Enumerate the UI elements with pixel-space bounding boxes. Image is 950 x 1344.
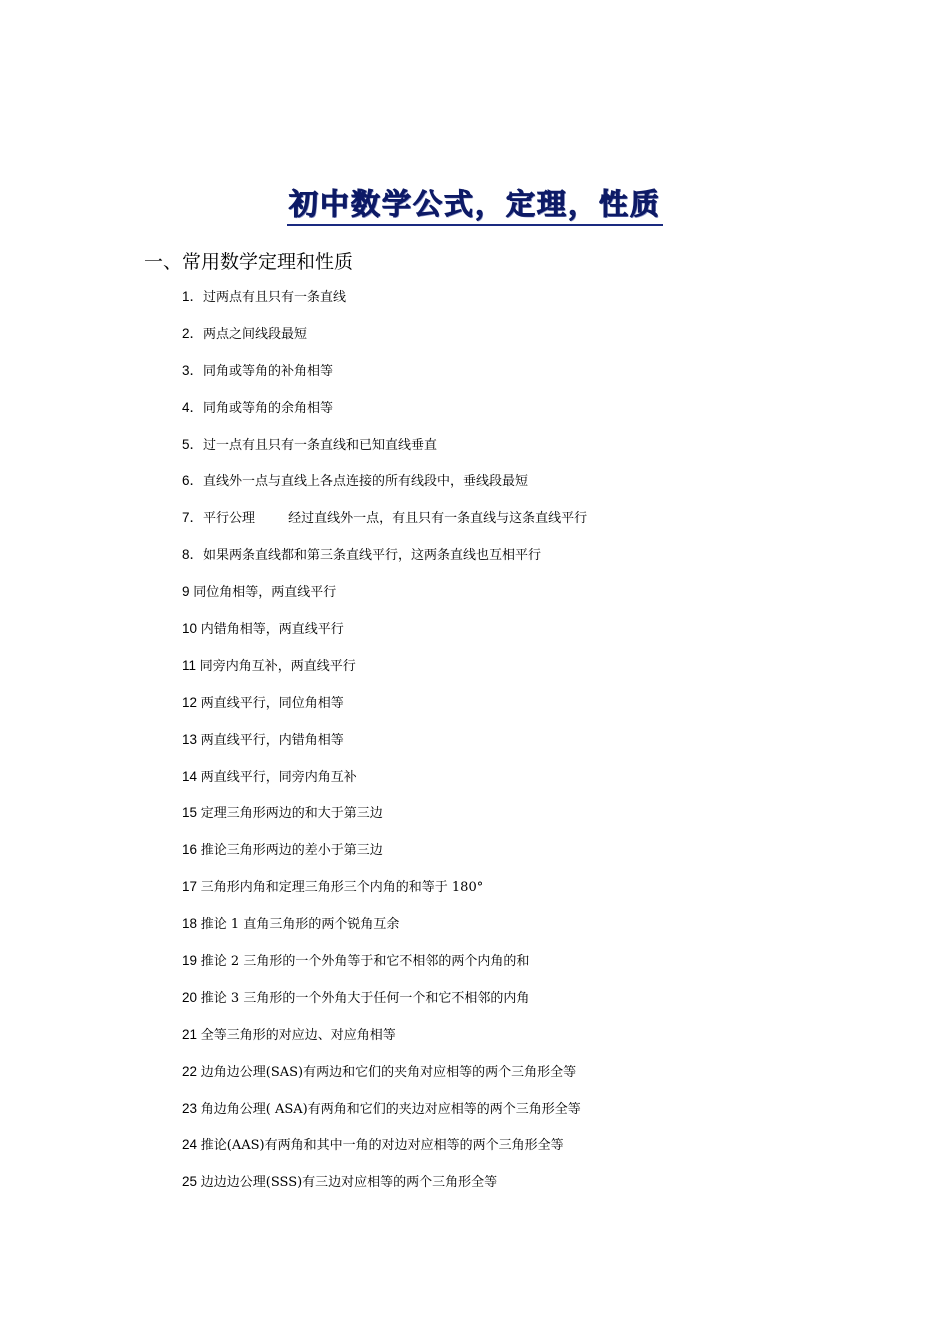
list-item: [182, 618, 587, 655]
item-text: 同位角相等，两直线平行: [193, 585, 337, 601]
item-text: 定理三角形两边的和大于第三边: [200, 806, 383, 822]
item-number: 16: [182, 842, 201, 858]
item-text: 推论 2 三角形的一个外角等于和它不相邻的两个内角的和: [200, 954, 530, 970]
item-text: 直线外一点与直线上各点连接的所有线段中，垂线段最短: [203, 474, 529, 490]
item-number: 24: [182, 1137, 201, 1153]
item-number: 8．: [182, 547, 204, 563]
item-number: 5．: [182, 436, 204, 452]
item-text: 边边边公理(SSS)有三边对应相等的两个三角形全等: [200, 1175, 498, 1191]
list-item: [182, 876, 587, 913]
list-item: [182, 507, 587, 544]
item-number: 6．: [182, 473, 204, 489]
item-text: 同角或等角的补角相等: [203, 363, 334, 379]
list-item: [182, 360, 587, 397]
list-item: [182, 1024, 587, 1061]
item-text: 角边角公理( ASA)有两角和它们的夹边对应相等的两个三角形全等: [200, 1101, 581, 1117]
list-item: [182, 766, 587, 803]
list-item: [182, 802, 587, 839]
item-number: 20: [182, 989, 201, 1005]
item-text: 平行公理 经过直线外一点，有且只有一条直线与这条直线平行: [203, 511, 588, 527]
item-number: 7．: [182, 510, 204, 526]
item-number: 11: [182, 657, 200, 673]
item-number: 19: [182, 953, 201, 969]
item-text: 推论三角形两边的差小于第三边: [200, 843, 383, 859]
item-text: 过一点有且只有一条直线和已知直线垂直: [203, 437, 438, 453]
list-item: [182, 286, 587, 323]
item-number: 4．: [182, 399, 204, 415]
item-number: 12: [182, 694, 201, 710]
list-item: [182, 1134, 587, 1171]
list-item: [182, 729, 587, 766]
item-text: 两直线平行，同旁内角互补: [200, 769, 357, 785]
item-number: 3．: [182, 362, 204, 378]
list-item: [182, 434, 587, 471]
list-item: [182, 397, 587, 434]
list-item: [182, 839, 587, 876]
item-text: 边角边公理(SAS)有两边和它们的夹角对应相等的两个三角形全等: [200, 1064, 577, 1080]
item-number: 23: [182, 1100, 201, 1116]
list-item: [182, 655, 587, 692]
item-text: 推论 1 直角三角形的两个锐角互余: [200, 917, 400, 933]
item-text: 两点之间线段最短: [203, 326, 308, 342]
item-text: 同角或等角的余角相等: [203, 400, 334, 416]
item-text: 同旁内角互补，两直线平行: [199, 658, 356, 674]
list-item: [182, 950, 587, 987]
item-text: 两直线平行，同位角相等: [200, 695, 344, 711]
item-number: 13: [182, 731, 201, 747]
item-text: 两直线平行，内错角相等: [200, 732, 344, 748]
list-item: [182, 987, 587, 1024]
item-number: 15: [182, 805, 201, 821]
item-number: 25: [182, 1174, 201, 1190]
item-text: 推论 3 三角形的一个外角大于任何一个和它不相邻的内角: [200, 990, 530, 1006]
list-item: [182, 544, 587, 581]
list-item: [182, 1061, 587, 1098]
list-item: [182, 692, 587, 729]
item-number: 10: [182, 621, 201, 637]
item-number: 18: [182, 916, 201, 932]
item-text: 内错角相等，两直线平行: [200, 622, 344, 638]
item-text: 如果两条直线都和第三条直线平行，这两条直线也互相平行: [203, 548, 542, 564]
item-number: 9: [182, 584, 194, 600]
theorem-list: [182, 286, 587, 1208]
list-item: [182, 1098, 587, 1135]
list-item: [182, 470, 587, 507]
item-number: 22: [182, 1063, 201, 1079]
item-number: 21: [182, 1026, 201, 1042]
item-text: 过两点有且只有一条直线: [203, 290, 347, 305]
list-item: [182, 323, 587, 360]
item-text: 全等三角形的对应边、对应角相等: [200, 1027, 396, 1043]
item-number: 2．: [182, 325, 204, 341]
item-number: 14: [182, 768, 201, 784]
list-item: [182, 913, 587, 950]
list-item: [182, 1171, 587, 1208]
list-item: [182, 581, 587, 618]
document-title: [0, 184, 950, 226]
item-number: 17: [182, 879, 201, 895]
item-text: 三角形内角和定理三角形三个内角的和等于 180°: [200, 880, 484, 896]
item-text: 推论(AAS)有两角和其中一角的对边对应相等的两个三角形全等: [200, 1138, 564, 1154]
section-heading: 一、常用数学定理和性质: [144, 251, 354, 273]
document-title-text: 初中数学公式，定理，性质: [287, 187, 663, 226]
item-number: 1．: [182, 289, 204, 304]
